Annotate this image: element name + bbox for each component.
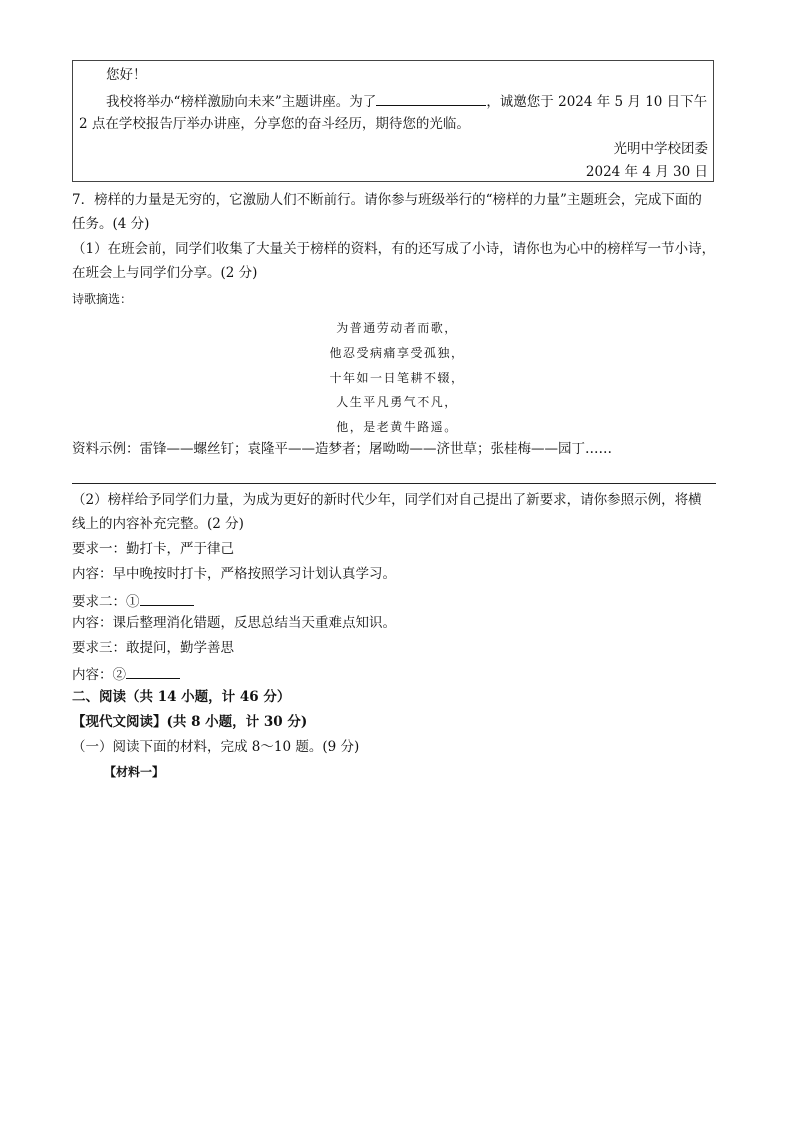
q7-stem-line-2: 任务。(4 分) [72,216,150,232]
answer-line[interactable] [72,483,716,484]
letter-fill-blank[interactable] [376,93,486,106]
letter-signer: 光明中学校团委 [613,141,708,157]
poem-line: 他，是老黄牛路遥。 [336,420,458,434]
requirement-2 [72,593,194,610]
requirement-2-blank[interactable] [140,593,194,606]
poem-line: 人生平凡勇气不凡， [336,395,458,409]
letter-line-1-before: 我校将举办“榜样激励向未来”主题讲座。为了 [106,94,377,110]
letter-greeting: 您好！ [106,67,147,83]
q7-stem-line-1: 7．榜样的力量是无穷的，它激励人们不断前行。请你参与班级举行的“榜样的力量”主题班会，完成下面的 [72,192,702,208]
requirement-3: 要求三：敢提问，勤学善思 [72,640,234,656]
poem-label: 诗歌摘选： [72,292,133,306]
material-examples: 资料示例：雷锋——螺丝钉；袁隆平——造梦者；屠呦呦——济世草；张桂梅——园丁…… [72,441,612,457]
requirement-1: 要求一：勤打卡，严于律己 [72,541,234,557]
requirement-2-label: 要求二：① [72,594,140,610]
reading-part-1: （一）阅读下面的材料，完成 8～10 题。(9 分) [72,739,360,755]
q7-part2-line-2: 线上的内容补充完整。(2 分) [72,516,244,532]
section-2-title: 二、阅读（共 14 小题，计 46 分） [72,689,291,705]
content-2: 内容：课后整理消化错题，反思总结当天重难点知识。 [72,615,396,631]
content-3-label: 内容：② [72,667,126,683]
letter-date: 2024 年 4 月 30 日 [585,164,708,180]
poem-line: 他忍受病痛享受孤独， [329,346,465,360]
section-2-subtitle: 【现代文阅读】(共 8 小题，计 30 分) [72,714,308,730]
content-3 [72,666,180,683]
content-1: 内容：早中晚按时打卡，严格按照学习计划认真学习。 [72,566,396,582]
letter-line-1 [106,93,707,110]
content-3-blank[interactable] [126,666,180,679]
poem-line: 为普通劳动者而歌， [336,321,458,335]
letter-line-1-after: ，诚邀您于 2024 年 5 月 10 日下午 [486,94,708,110]
q7-part1-line-2: 在班会上与同学们分享。(2 分) [72,265,258,281]
material-1-label: 【材料一】 [104,765,165,779]
q7-part2-line-1: （2）榜样给予同学们力量，为成为更好的新时代少年，同学们对自己提出了新要求，请你参照示例，将横 [72,492,702,508]
letter-line-2: 2 点在学校报告厅举办讲座，分享您的奋斗经历，期待您的光临。 [79,116,470,132]
q7-part1-line-1: （1）在班会前，同学们收集了大量关于榜样的资料，有的还写成了小诗，请你也为心中的榜样写一节小诗， [72,241,716,257]
poem-line: 十年如一日笔耕不辍， [329,371,465,385]
